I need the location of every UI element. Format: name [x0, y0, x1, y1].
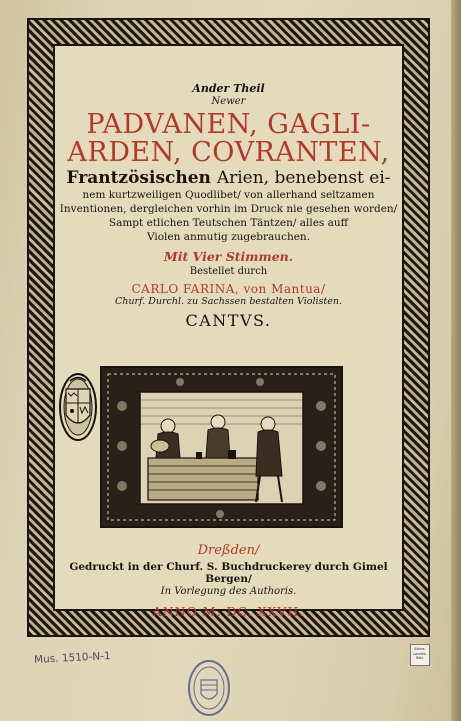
- title-line-padvanen: PADVANEN, GAGLI-: [86, 109, 371, 140]
- title-block: [56, 82, 401, 330]
- imprint-costs: In Vorlegung des Authoris.: [160, 586, 297, 597]
- title-line-arden: ARDEN, COVRANTEN,: [67, 137, 390, 168]
- title-line-violen: Violen anmutig zugebrauchen.: [146, 231, 311, 243]
- imprint-block: [56, 543, 401, 619]
- title-line-taentzen: Sampt etlichen Teutschen Täntzen/ alles auff: [108, 217, 349, 229]
- author-role: Churf. Durchl. zu Sachssen bestalten Violisten.: [115, 296, 342, 307]
- title-word-frantzoesischen: Frantzösischen: [66, 168, 211, 188]
- title-word-arien: Arien, benebenst ei-: [216, 168, 391, 188]
- title-line-inventionen: Inventionen, dergleichen vorhin im Druck nie gesehen worden/: [59, 203, 398, 215]
- woodcut-illustration: [100, 366, 343, 528]
- title-line-quodlibet: nem kurtzweiligen Quodlibet/ von allerhand seltzamen: [82, 189, 375, 201]
- title-line-ander-theil: Ander Theil: [192, 82, 265, 95]
- library-sticker: Sächs. Landes-Bibl.: [410, 644, 430, 666]
- imprint-printer: Gedruckt in der Churf. S. Buchdruckerey durch Gimel Bergen/: [69, 561, 388, 585]
- title-line-newer: Newer: [211, 96, 246, 107]
- title-line-arien: [56, 169, 401, 188]
- book-spine-edge: [451, 0, 461, 721]
- bestellet-line: Bestellet durch: [189, 266, 268, 277]
- author-name: CARLO FARINA, von Mantua/: [131, 282, 326, 296]
- library-stamp: [186, 658, 232, 718]
- part-name: CANTVS.: [185, 311, 272, 330]
- shelfmark-annotation: Mus. 1510-N-1: [33, 650, 111, 666]
- imprint-date: ANNO M. DC. XXVII.: [152, 604, 305, 619]
- coat-of-arms-emblem: [58, 371, 98, 443]
- imprint-place: Dreßden/: [197, 543, 260, 558]
- voices-line: Mit Vier Stimmen.: [163, 249, 294, 264]
